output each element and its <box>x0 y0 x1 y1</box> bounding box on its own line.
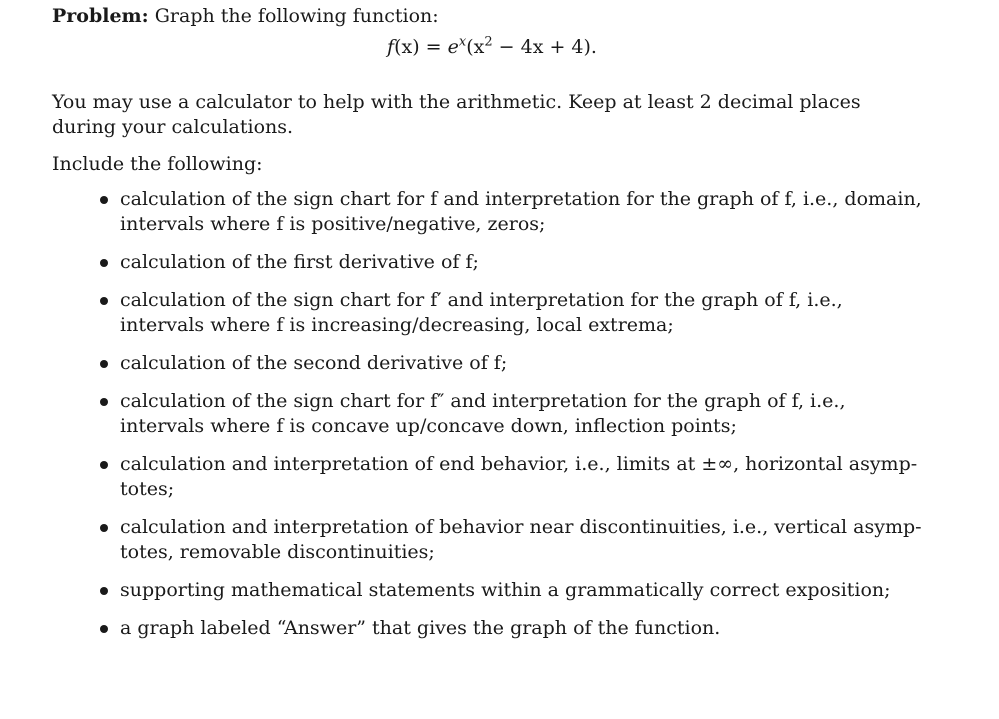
formula-exponent: x <box>458 34 467 50</box>
bullet-icon <box>100 259 108 267</box>
bullet-icon <box>100 297 108 305</box>
list-item <box>100 452 922 502</box>
list-item-text: calculation of the sign chart for f and interpretation for the graph of f, i.e., domain, intervals where f is positive/negative, zeros; <box>120 188 922 235</box>
function-formula <box>52 32 922 72</box>
formula-rest-power: 2 <box>484 34 493 50</box>
list-item-text: calculation of the second derivative of f; <box>120 352 508 374</box>
problem-label: Problem: <box>52 5 149 27</box>
list-item <box>100 187 922 237</box>
list-item <box>100 616 922 641</box>
list-item-text: supporting mathematical statements within a grammatically correct exposition; <box>120 579 891 601</box>
bullet-icon <box>100 196 108 204</box>
list-item <box>100 578 922 603</box>
list-item <box>100 351 922 376</box>
list-item <box>100 250 922 275</box>
list-item-text: calculation of the sign chart for f′ and interpretation for the graph of f, i.e., intervals where f is increasing/decreasing, local extrema; <box>120 289 843 336</box>
list-item-text: calculation and interpretation of end behavior, i.e., limits at ±∞, horizontal asymp-totes; <box>120 453 918 500</box>
bullet-icon <box>100 587 108 595</box>
formula-function-arg: (x) <box>394 36 420 58</box>
formula-rest-open: (x <box>466 36 485 58</box>
list-item-text: calculation of the first derivative of f; <box>120 251 479 273</box>
problem-statement: Graph the following function: <box>154 5 439 27</box>
list-item-text: calculation and interpretation of behavior near discontinuities, i.e., vertical asymp-totes, removable discontinuities; <box>120 516 922 563</box>
bullet-icon <box>100 625 108 633</box>
problem-heading <box>52 4 922 32</box>
bullet-icon <box>100 461 108 469</box>
requirements-list <box>52 187 922 641</box>
formula-equals: = <box>419 36 448 58</box>
bullet-icon <box>100 398 108 406</box>
formula-base: e <box>447 36 459 58</box>
list-item-text: calculation of the sign chart for f″ and interpretation for the graph of f, i.e., intervals where f is concave up/concave down, inflection points; <box>120 390 846 437</box>
list-item <box>100 389 922 439</box>
list-item-text: a graph labeled “Answer” that gives the graph of the function. <box>120 617 721 639</box>
include-heading: Include the following: <box>52 153 263 175</box>
instructions-paragraph: You may use a calculator to help with the arithmetic. Keep at least 2 decimal places during your calculations. <box>52 91 861 138</box>
bullet-icon <box>100 360 108 368</box>
formula-rest-close: − 4x + 4). <box>492 36 597 58</box>
formula-function-name: f <box>387 36 395 58</box>
problem-document <box>52 4 922 654</box>
list-item <box>100 288 922 338</box>
bullet-icon <box>100 524 108 532</box>
list-item <box>100 515 922 565</box>
